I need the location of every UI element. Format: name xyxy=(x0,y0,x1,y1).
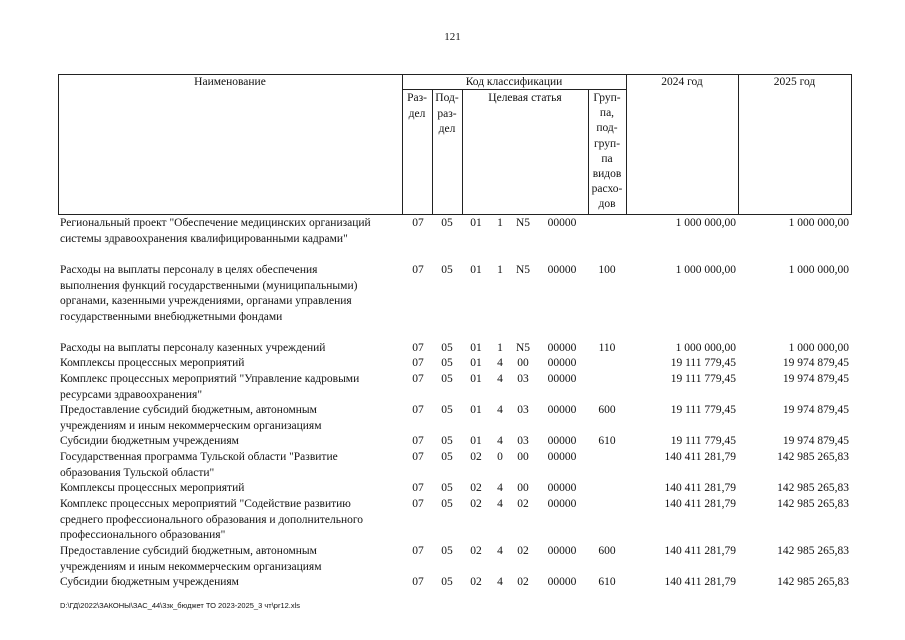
cell-section: 07 xyxy=(412,217,424,229)
cell-subsection: 05 xyxy=(441,545,453,557)
row-name: Субсидии бюджетным учреждениям xyxy=(60,435,239,447)
row-name: Расходы на выплаты персоналу казенных учреждений xyxy=(60,342,326,354)
header-subsection: Под- раз- дел xyxy=(435,92,459,135)
row-name: Комплекс процессных мероприятий "Управление кадровыми ресурсами здравоохранения" xyxy=(60,373,360,401)
cell-2025: 19 974 879,45 xyxy=(782,435,849,447)
cell-project: 00 xyxy=(517,357,529,369)
cell-expense-group: 600 xyxy=(598,545,616,557)
table-header xyxy=(0,74,905,214)
cell-2025: 1 000 000,00 xyxy=(788,342,849,354)
cell-section: 07 xyxy=(412,482,424,494)
cell-2024: 140 411 281,79 xyxy=(664,482,736,494)
cell-type: 4 xyxy=(497,545,503,557)
row-name: Комплексы процессных мероприятий xyxy=(60,482,245,494)
border-2024-2025 xyxy=(738,74,739,215)
cell-program: 01 xyxy=(470,342,482,354)
cell-2025: 142 985 265,83 xyxy=(777,545,849,557)
cell-2025: 19 974 879,45 xyxy=(782,373,849,385)
cell-subsection: 05 xyxy=(441,342,453,354)
cell-direction: 00000 xyxy=(547,217,577,229)
cell-project: 03 xyxy=(517,373,529,385)
cell-section: 07 xyxy=(412,451,424,463)
header-bottom-border xyxy=(58,214,851,215)
cell-type: 1 xyxy=(497,217,503,229)
cell-type: 4 xyxy=(497,482,503,494)
cell-2024: 19 111 779,45 xyxy=(670,357,736,369)
cell-direction: 00000 xyxy=(547,576,577,588)
cell-program: 02 xyxy=(470,482,482,494)
cell-subsection: 05 xyxy=(441,451,453,463)
cell-section: 07 xyxy=(412,545,424,557)
cell-subsection: 05 xyxy=(441,482,453,494)
border-code-2024 xyxy=(626,74,627,215)
cell-2024: 140 411 281,79 xyxy=(664,451,736,463)
row-name: Государственная программа Тульской области "Развитие образования Тульской области" xyxy=(60,451,338,479)
cell-section: 07 xyxy=(412,498,424,510)
cell-2024: 19 111 779,45 xyxy=(670,435,736,447)
cell-section: 07 xyxy=(412,357,424,369)
cell-direction: 00000 xyxy=(547,373,577,385)
border-right xyxy=(851,74,852,215)
cell-project: 00 xyxy=(517,451,529,463)
cell-expense-group: 110 xyxy=(598,342,616,354)
cell-program: 02 xyxy=(470,498,482,510)
cell-type: 4 xyxy=(497,404,503,416)
cell-type: 4 xyxy=(497,435,503,447)
cell-program: 01 xyxy=(470,357,482,369)
cell-project: 02 xyxy=(517,576,529,588)
row-name: Региональный проект "Обеспечение медицинских организаций системы здравоохранения квалифицированными кадрами" xyxy=(60,217,371,245)
cell-program: 01 xyxy=(470,264,482,276)
cell-direction: 00000 xyxy=(547,435,577,447)
header-name: Наименование xyxy=(194,76,266,88)
header-target-item: Целевая статья xyxy=(488,92,562,104)
cell-2025: 142 985 265,83 xyxy=(777,576,849,588)
cell-section: 07 xyxy=(412,373,424,385)
cell-project: 03 xyxy=(517,404,529,416)
cell-2024: 19 111 779,45 xyxy=(670,404,736,416)
cell-subsection: 05 xyxy=(441,357,453,369)
cell-2024: 140 411 281,79 xyxy=(664,545,736,557)
row-name: Комплексы процессных мероприятий xyxy=(60,357,245,369)
cell-project: 02 xyxy=(517,545,529,557)
cell-program: 01 xyxy=(470,435,482,447)
cell-2024: 19 111 779,45 xyxy=(670,373,736,385)
cell-section: 07 xyxy=(412,576,424,588)
header-year-2024: 2024 год xyxy=(661,76,703,88)
cell-section: 07 xyxy=(412,404,424,416)
file-path-footer: D:\ГД\2022\ЗАКОНЫ\ЗАС_44\3зк_бюджет ТО 2023-2025_3 чт\pr12.xls xyxy=(60,601,301,610)
cell-type: 0 xyxy=(497,451,503,463)
cell-direction: 00000 xyxy=(547,498,577,510)
cell-program: 02 xyxy=(470,576,482,588)
row-name: Комплекс процессных мероприятий "Содействие развитию среднего профессионального образования и дополнительного профессионального образования" xyxy=(60,498,364,541)
page-number: 121 xyxy=(444,31,461,43)
cell-2024: 140 411 281,79 xyxy=(664,498,736,510)
cell-project: 02 xyxy=(517,498,529,510)
header-year-2025: 2025 год xyxy=(773,76,816,88)
cell-type: 4 xyxy=(497,498,503,510)
cell-type: 4 xyxy=(497,357,503,369)
cell-program: 01 xyxy=(470,217,482,229)
border-pr-cs xyxy=(462,89,463,215)
cell-program: 01 xyxy=(470,404,482,416)
cell-program: 01 xyxy=(470,373,482,385)
row-name: Предоставление субсидий бюджетным, автономным учреждениям и иным некоммерческим организациям xyxy=(60,404,322,432)
cell-project: N5 xyxy=(515,217,531,229)
cell-subsection: 05 xyxy=(441,264,453,276)
row-name: Предоставление субсидий бюджетным, автономным учреждениям и иным некоммерческим организациям xyxy=(60,545,322,573)
header-expense-group: Груп- па, под- груп- па видов расхо- дов xyxy=(591,92,623,211)
row-name: Субсидии бюджетным учреждениям xyxy=(60,576,239,588)
row-name: Расходы на выплаты персоналу в целях обеспечения выполнения функций государственными (муниципальными) органами, казенными учреждениями, органами управления государственными внебюджетными фондами xyxy=(60,264,358,323)
cell-project: N5 xyxy=(515,264,531,276)
cell-2025: 1 000 000,00 xyxy=(788,264,849,276)
cell-2024: 1 000 000,00 xyxy=(675,342,736,354)
cell-2025: 142 985 265,83 xyxy=(777,482,849,494)
cell-2024: 1 000 000,00 xyxy=(675,217,736,229)
cell-project: N5 xyxy=(515,342,531,354)
cell-2024: 140 411 281,79 xyxy=(664,576,736,588)
cell-direction: 00000 xyxy=(547,451,577,463)
cell-expense-group: 100 xyxy=(598,264,616,276)
cell-2025: 142 985 265,83 xyxy=(777,498,849,510)
cell-subsection: 05 xyxy=(441,217,453,229)
cell-program: 02 xyxy=(470,545,482,557)
cell-2025: 19 974 879,45 xyxy=(782,404,849,416)
cell-subsection: 05 xyxy=(441,498,453,510)
cell-program: 02 xyxy=(470,451,482,463)
cell-2025: 1 000 000,00 xyxy=(788,217,849,229)
border-left xyxy=(58,74,59,215)
cell-expense-group: 610 xyxy=(598,576,616,588)
cell-2024: 1 000 000,00 xyxy=(675,264,736,276)
cell-subsection: 05 xyxy=(441,435,453,447)
cell-direction: 00000 xyxy=(547,342,577,354)
cell-direction: 00000 xyxy=(547,357,577,369)
cell-section: 07 xyxy=(412,342,424,354)
header-section: Раз- дел xyxy=(407,92,427,120)
header-classification: Код классификации xyxy=(465,76,563,88)
cell-project: 03 xyxy=(517,435,529,447)
cell-2025: 142 985 265,83 xyxy=(777,451,849,463)
cell-direction: 00000 xyxy=(547,482,577,494)
cell-direction: 00000 xyxy=(547,404,577,416)
cell-expense-group: 600 xyxy=(598,404,616,416)
cell-type: 4 xyxy=(497,373,503,385)
cell-project: 00 xyxy=(517,482,529,494)
cell-section: 07 xyxy=(412,435,424,447)
cell-subsection: 05 xyxy=(441,576,453,588)
cell-direction: 00000 xyxy=(547,545,577,557)
cell-type: 4 xyxy=(497,576,503,588)
cell-2025: 19 974 879,45 xyxy=(782,357,849,369)
cell-subsection: 05 xyxy=(441,404,453,416)
cell-type: 1 xyxy=(497,342,503,354)
cell-subsection: 05 xyxy=(441,373,453,385)
cell-direction: 00000 xyxy=(547,264,577,276)
cell-section: 07 xyxy=(412,264,424,276)
cell-type: 1 xyxy=(497,264,503,276)
cell-expense-group: 610 xyxy=(598,435,616,447)
